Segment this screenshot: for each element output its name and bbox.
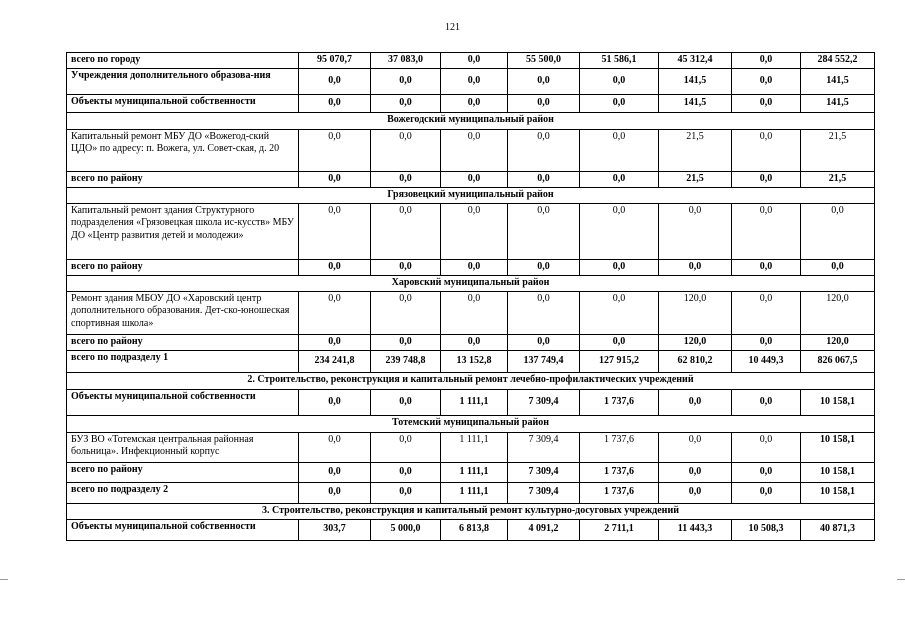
value-cell: 13 152,8	[441, 350, 508, 372]
value-cell: 62 810,2	[659, 350, 732, 372]
value-cell: 0,0	[508, 129, 580, 171]
value-cell: 5 000,0	[371, 519, 441, 540]
value-cell: 0,0	[441, 53, 508, 69]
value-cell: 137 749,4	[508, 350, 580, 372]
row-label: всего по району	[67, 462, 299, 482]
table-row	[67, 334, 875, 350]
value-cell: 0,0	[371, 432, 441, 462]
value-cell: 0,0	[580, 129, 659, 171]
value-cell: 0,0	[299, 389, 371, 415]
value-cell: 0,0	[441, 94, 508, 112]
value-cell: 10 449,3	[732, 350, 801, 372]
value-cell: 303,7	[299, 519, 371, 540]
value-cell: 7 309,4	[508, 462, 580, 482]
row-label: всего по подразделу 2	[67, 482, 299, 503]
table-row	[67, 350, 875, 372]
value-cell: 21,5	[659, 129, 732, 171]
value-cell: 0,0	[508, 94, 580, 112]
value-cell: 0,0	[299, 129, 371, 171]
row-label: Капитальный ремонт здания Структурного подразделения «Грязовецкая школа ис-кусств» МБУ ДО «Центр развития детей и молодежи»	[67, 203, 299, 259]
section-header-row	[67, 187, 875, 203]
value-cell: 1 111,1	[441, 462, 508, 482]
table-row	[67, 259, 875, 275]
value-cell: 0,0	[508, 291, 580, 334]
value-cell: 0,0	[299, 482, 371, 503]
value-cell: 0,0	[441, 129, 508, 171]
left-edge-mark	[0, 579, 8, 580]
value-cell: 21,5	[801, 171, 875, 187]
value-cell: 10 158,1	[801, 389, 875, 415]
section-header-row	[67, 415, 875, 432]
value-cell: 2 711,1	[580, 519, 659, 540]
value-cell: 0,0	[441, 68, 508, 94]
value-cell: 0,0	[371, 203, 441, 259]
value-cell: 4 091,2	[508, 519, 580, 540]
value-cell: 0,0	[580, 171, 659, 187]
value-cell: 0,0	[732, 53, 801, 69]
value-cell: 826 067,5	[801, 350, 875, 372]
value-cell: 0,0	[299, 171, 371, 187]
value-cell: 21,5	[659, 171, 732, 187]
value-cell: 37 083,0	[371, 53, 441, 69]
value-cell: 0,0	[299, 68, 371, 94]
value-cell: 6 813,8	[441, 519, 508, 540]
row-label: всего по подразделу 1	[67, 350, 299, 372]
value-cell: 0,0	[659, 259, 732, 275]
row-label: Ремонт здания МБОУ ДО «Харовский центр дополнительного образования. Дет-ско-юношеская спортивная школа»	[67, 291, 299, 334]
value-cell: 7 309,4	[508, 389, 580, 415]
table-row	[67, 171, 875, 187]
value-cell: 0,0	[732, 291, 801, 334]
value-cell: 51 586,1	[580, 53, 659, 69]
value-cell: 10 158,1	[801, 462, 875, 482]
value-cell: 0,0	[801, 203, 875, 259]
value-cell: 0,0	[732, 462, 801, 482]
value-cell: 0,0	[508, 68, 580, 94]
value-cell: 0,0	[299, 334, 371, 350]
value-cell: 0,0	[732, 259, 801, 275]
value-cell: 0,0	[732, 171, 801, 187]
value-cell: 1 737,6	[580, 389, 659, 415]
table-row	[67, 389, 875, 415]
section-header-row	[67, 112, 875, 129]
section-title: Харовский муниципальный район	[67, 275, 875, 291]
value-cell: 0,0	[371, 94, 441, 112]
value-cell: 0,0	[580, 291, 659, 334]
value-cell: 0,0	[299, 94, 371, 112]
value-cell: 234 241,8	[299, 350, 371, 372]
value-cell: 284 552,2	[801, 53, 875, 69]
value-cell: 0,0	[732, 203, 801, 259]
value-cell: 10 158,1	[801, 482, 875, 503]
section-title: Грязовецкий муниципальный район	[67, 187, 875, 203]
value-cell: 0,0	[371, 389, 441, 415]
value-cell: 0,0	[299, 203, 371, 259]
value-cell: 120,0	[801, 291, 875, 334]
value-cell: 0,0	[371, 462, 441, 482]
value-cell: 10 158,1	[801, 432, 875, 462]
value-cell: 141,5	[801, 94, 875, 112]
table-row	[67, 462, 875, 482]
value-cell: 0,0	[441, 334, 508, 350]
value-cell: 0,0	[801, 259, 875, 275]
section-header-row	[67, 372, 875, 389]
right-edge-mark	[897, 579, 905, 580]
value-cell: 1 737,6	[580, 462, 659, 482]
value-cell: 141,5	[659, 68, 732, 94]
value-cell: 95 070,7	[299, 53, 371, 69]
value-cell: 1 111,1	[441, 389, 508, 415]
value-cell: 0,0	[732, 68, 801, 94]
table-row	[67, 68, 875, 94]
value-cell: 11 443,3	[659, 519, 732, 540]
value-cell: 1 111,1	[441, 432, 508, 462]
value-cell: 0,0	[508, 171, 580, 187]
value-cell: 40 871,3	[801, 519, 875, 540]
row-label: Учреждения дополнительного образова-ния	[67, 68, 299, 94]
value-cell: 0,0	[371, 259, 441, 275]
value-cell: 0,0	[508, 334, 580, 350]
value-cell: 7 309,4	[508, 432, 580, 462]
value-cell: 0,0	[441, 291, 508, 334]
table-row	[67, 432, 875, 462]
table-row	[67, 291, 875, 334]
value-cell: 0,0	[732, 94, 801, 112]
value-cell: 120,0	[801, 334, 875, 350]
section-title: Вожегодский муниципальный район	[67, 112, 875, 129]
table-row	[67, 519, 875, 540]
value-cell: 0,0	[732, 389, 801, 415]
value-cell: 0,0	[441, 171, 508, 187]
budget-table	[66, 52, 875, 541]
row-label: Объекты муниципальной собственности	[67, 94, 299, 112]
value-cell: 0,0	[371, 129, 441, 171]
value-cell: 7 309,4	[508, 482, 580, 503]
value-cell: 0,0	[371, 334, 441, 350]
value-cell: 1 737,6	[580, 482, 659, 503]
value-cell: 239 748,8	[371, 350, 441, 372]
value-cell: 0,0	[659, 203, 732, 259]
table-row	[67, 53, 875, 69]
table-body	[67, 53, 875, 541]
value-cell: 141,5	[659, 94, 732, 112]
row-label: всего по району	[67, 259, 299, 275]
value-cell: 127 915,2	[580, 350, 659, 372]
value-cell: 0,0	[441, 259, 508, 275]
section-title: 3. Строительство, реконструкция и капитальный ремонт культурно-досуговых учреждений	[67, 503, 875, 519]
value-cell: 0,0	[371, 482, 441, 503]
value-cell: 0,0	[299, 259, 371, 275]
value-cell: 0,0	[732, 334, 801, 350]
value-cell: 120,0	[659, 291, 732, 334]
table-row	[67, 129, 875, 171]
value-cell: 0,0	[580, 68, 659, 94]
value-cell: 0,0	[508, 259, 580, 275]
value-cell: 0,0	[299, 432, 371, 462]
value-cell: 0,0	[299, 462, 371, 482]
section-header-row	[67, 275, 875, 291]
value-cell: 0,0	[732, 482, 801, 503]
value-cell: 1 737,6	[580, 432, 659, 462]
value-cell: 0,0	[371, 291, 441, 334]
row-label: Объекты муниципальной собственности	[67, 519, 299, 540]
value-cell: 120,0	[659, 334, 732, 350]
table-row	[67, 94, 875, 112]
row-label: всего по городу	[67, 53, 299, 69]
value-cell: 45 312,4	[659, 53, 732, 69]
value-cell: 0,0	[732, 432, 801, 462]
value-cell: 0,0	[580, 203, 659, 259]
value-cell: 0,0	[732, 129, 801, 171]
section-title: Тотемский муниципальный район	[67, 415, 875, 432]
row-label: БУЗ ВО «Тотемская центральная районная больница». Инфекционный корпус	[67, 432, 299, 462]
value-cell: 0,0	[580, 94, 659, 112]
value-cell: 0,0	[371, 171, 441, 187]
page-number: 121	[445, 22, 460, 33]
value-cell: 0,0	[441, 203, 508, 259]
value-cell: 0,0	[659, 389, 732, 415]
value-cell: 55 500,0	[508, 53, 580, 69]
row-label: всего по району	[67, 171, 299, 187]
value-cell: 141,5	[801, 68, 875, 94]
value-cell: 0,0	[659, 462, 732, 482]
value-cell: 10 508,3	[732, 519, 801, 540]
section-title: 2. Строительство, реконструкция и капитальный ремонт лечебно-профилактических учреждений	[67, 372, 875, 389]
value-cell: 0,0	[508, 203, 580, 259]
value-cell: 1 111,1	[441, 482, 508, 503]
value-cell: 0,0	[659, 482, 732, 503]
value-cell: 0,0	[580, 334, 659, 350]
value-cell: 0,0	[580, 259, 659, 275]
value-cell: 21,5	[801, 129, 875, 171]
value-cell: 0,0	[659, 432, 732, 462]
row-label: Капитальный ремонт МБУ ДО «Вожегод-ский ЦДО» по адресу: п. Вожега, ул. Совет-ская, д. 20	[67, 129, 299, 171]
row-label: всего по району	[67, 334, 299, 350]
table-row	[67, 203, 875, 259]
table-row	[67, 482, 875, 503]
value-cell: 0,0	[299, 291, 371, 334]
value-cell: 0,0	[371, 68, 441, 94]
row-label: Объекты муниципальной собственности	[67, 389, 299, 415]
section-header-row	[67, 503, 875, 519]
